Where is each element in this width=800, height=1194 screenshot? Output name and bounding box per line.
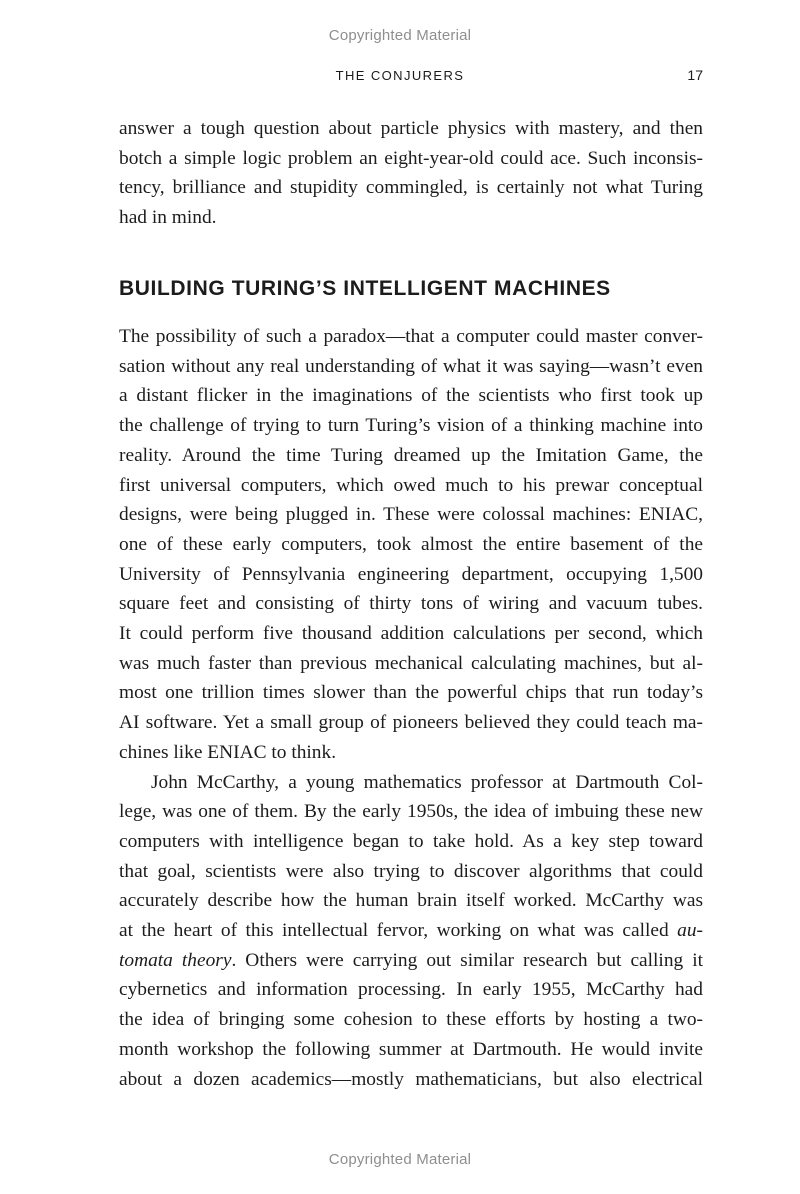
page-number: 17 <box>687 67 703 83</box>
text-line: reality. Around the time Turing dreamed up the Imitation Game, the <box>119 444 703 466</box>
paragraph-continued <box>119 114 703 233</box>
running-head-title: THE CONJURERS <box>335 68 465 83</box>
copyright-watermark-top: Copyrighted Material <box>328 27 472 44</box>
italic-term: tomata theory <box>119 949 232 971</box>
text-line <box>119 916 703 946</box>
text-line: had in mind. <box>119 207 217 229</box>
section-heading: BUILDING TURING’S INTELLIGENT MACHINES <box>119 277 611 300</box>
text-line: sation without any real understanding of what it was saying—wasn’t even <box>119 355 703 377</box>
text-line: was much faster than previous mechanical calculating machines, but al- <box>119 652 703 674</box>
text-line: most one trillion times slower than the powerful chips that run today’s <box>119 682 703 704</box>
text-line: University of Pennsylvania engineering department, occupying 1,500 <box>119 563 703 585</box>
text-line: The possibility of such a paradox—that a computer could master conver- <box>119 326 703 347</box>
text-line: the challenge of trying to turn Turing’s vision of a thinking machine into <box>119 415 703 437</box>
text-line: It could perform five thousand addition calculations per second, which <box>119 623 703 645</box>
text-line: lege, was one of them. By the early 1950s, the idea of imbuing these new <box>119 801 703 823</box>
text-line: AI software. Yet a small group of pioneers believed they could teach ma- <box>119 712 703 734</box>
section-body <box>119 322 703 1094</box>
text-line: one of these early computers, took almost the entire basement of the <box>119 533 703 555</box>
text-line: chines like ENIAC to think. <box>119 741 337 763</box>
text-line: accurately describe how the human brain itself worked. McCarthy was <box>119 890 703 912</box>
text-segment: . Others were carrying out similar research but calling it <box>231 949 704 971</box>
paragraph-mccarthy <box>119 768 703 1095</box>
text-line: about a dozen academics—mostly mathematicians, but also electrical <box>119 1068 703 1090</box>
text-line: botch a simple logic problem an eight-year-old could ace. Such inconsis- <box>119 147 703 169</box>
text-line: first universal computers, which owed much to his prewar conceptual <box>119 474 703 496</box>
text-line: the idea of bringing some cohesion to these efforts by hosting a two- <box>119 1009 703 1031</box>
copyright-watermark-bottom: Copyrighted Material <box>328 1151 472 1168</box>
text-line: month workshop the following summer at Dartmouth. He would invite <box>119 1038 703 1060</box>
text-line: cybernetics and information processing. In early 1955, McCarthy had <box>119 979 703 1001</box>
paragraph-eniac <box>119 322 703 768</box>
italic-term: au- <box>677 920 703 942</box>
text-segment: at the heart of this intellectual fervor, working on what was called <box>119 920 678 942</box>
text-line: a distant flicker in the imaginations of the scientists who first took up <box>119 385 703 407</box>
text-line: answer a tough question about particle physics with mastery, and then <box>119 118 703 139</box>
text-line: square feet and consisting of thirty tons of wiring and vacuum tubes. <box>119 593 703 615</box>
text-line: computers with intelligence began to take hold. As a key step toward <box>119 830 703 852</box>
text-line: John McCarthy, a young mathematics professor at Dartmouth Col- <box>151 771 703 793</box>
text-line: that goal, scientists were also trying to discover algorithms that could <box>119 860 703 882</box>
text-line: designs, were being plugged in. These were colossal machines: ENIAC, <box>119 504 703 526</box>
text-line <box>119 946 703 976</box>
text-line: tency, brilliance and stupidity commingled, is certainly not what Turing <box>119 177 703 199</box>
